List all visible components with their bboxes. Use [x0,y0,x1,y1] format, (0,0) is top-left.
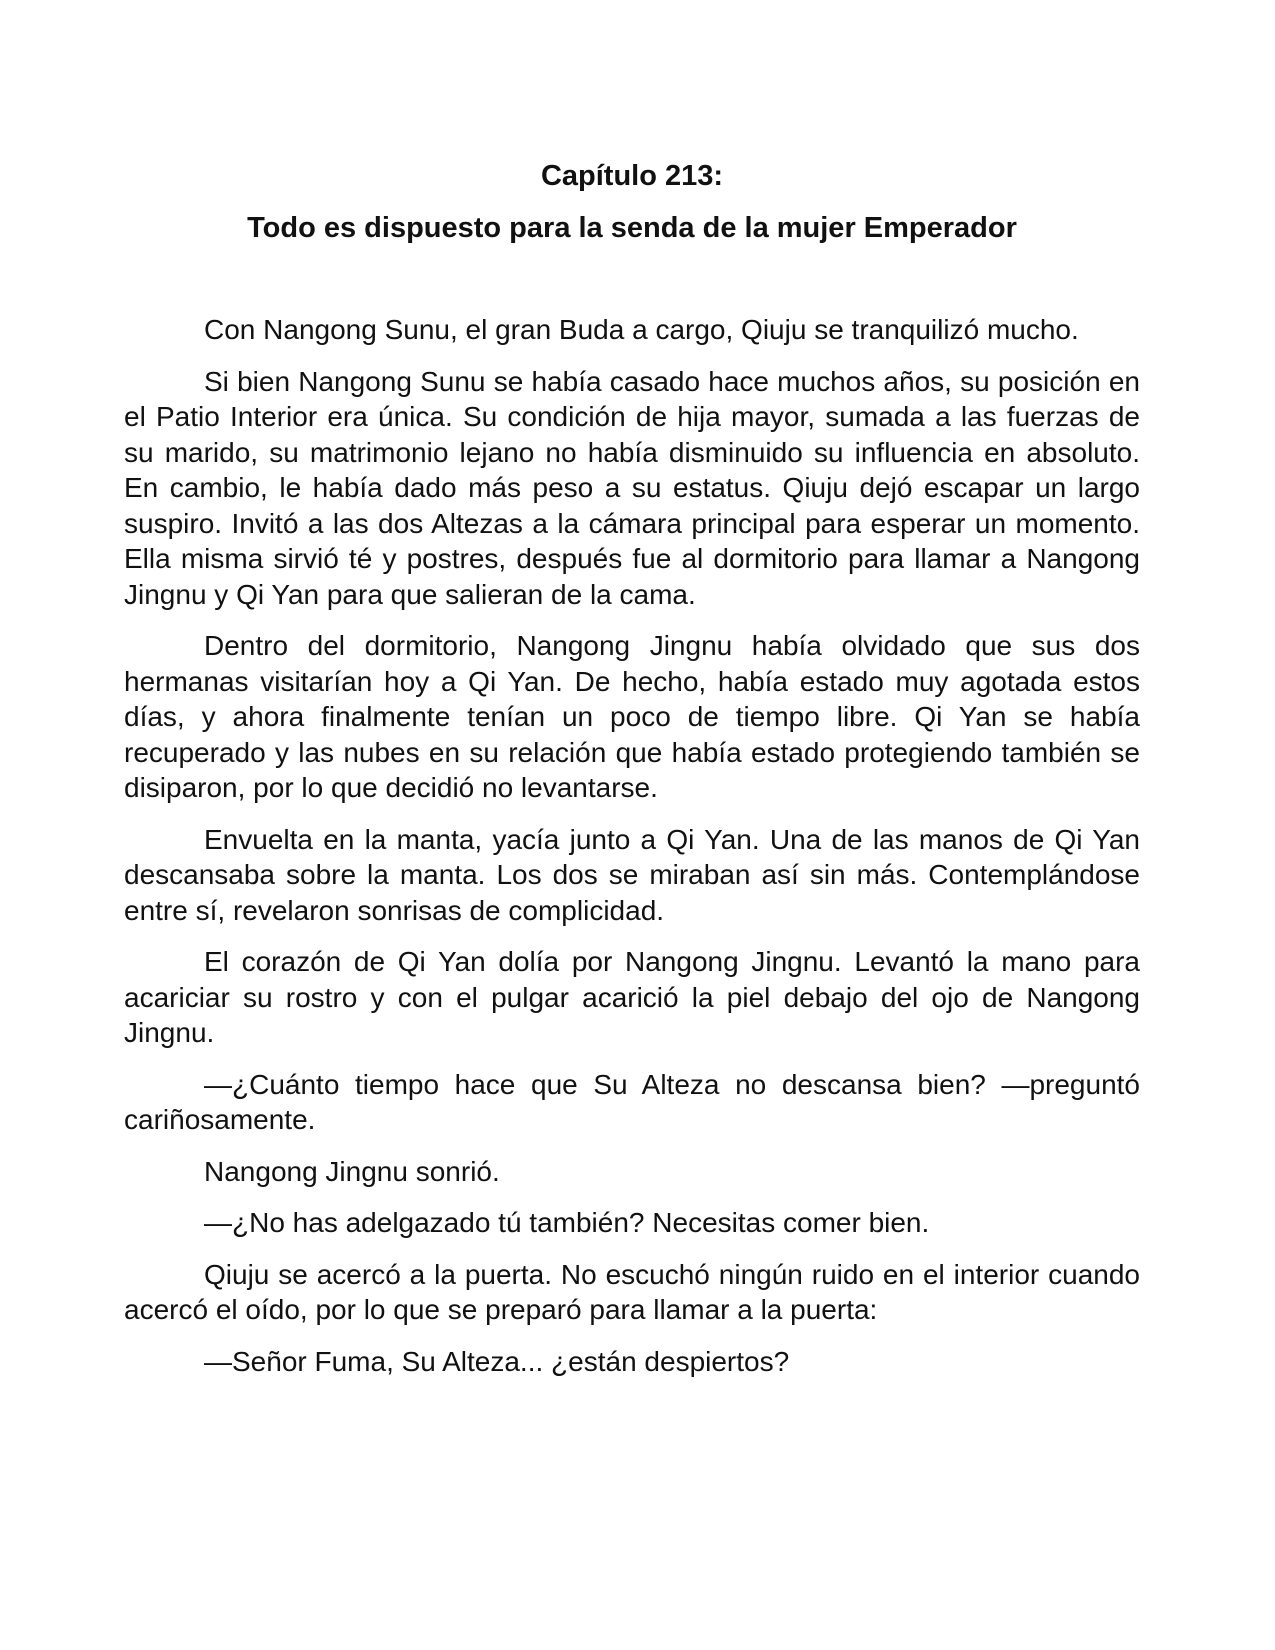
paragraph: Dentro del dormitorio, Nangong Jingnu había olvidado que sus dos hermanas visitarían hoy a Qi Yan. De hecho, había estado muy agotada estos días, y ahora finalmente tenían un poco de tiempo libre. Qi Yan se había recuperado y las nubes en su relación que había estado protegiendo también se disiparon, por lo que decidió no levantarse. [124,630,1140,803]
paragraph: Con Nangong Sunu, el gran Buda a cargo, Qiuju se tranquilizó mucho. [204,314,1079,345]
chapter-number: Capítulo 213: [540,160,724,192]
paragraph: Qiuju se acercó a la puerta. No escuchó ningún ruido en el interior cuando acercó el oído, por lo que se preparó para llamar a la puerta: [124,1258,1140,1325]
paragraph: —¿No has adelgazado tú también? Necesitas comer bien. [204,1207,930,1238]
chapter-body [124,312,1140,1379]
document-page [124,158,1140,1395]
paragraph: Si bien Nangong Sunu se había casado hace muchos años, su posición en el Patio Interior era única. Su condición de hija mayor, sumada a las fuerzas de su marido, su matrimonio lejano no había disminuido su influencia en absoluto. En cambio, le había dado más peso a su estatus. Qiuju dejó escapar un largo suspiro. Invitó a las dos Altezas a la cámara principal para esperar un momento. Ella misma sirvió té y postres, después fue al dormitorio para llamar a Nangong Jingnu y Qi Yan para que salieran de la cama. [124,365,1140,610]
paragraph: —Señor Fuma, Su Alteza... ¿están despiertos? [204,1345,790,1377]
paragraph: —¿Cuánto tiempo hace que Su Alteza no descansa bien? —preguntó cariñosamente. [124,1068,1140,1135]
paragraph: El corazón de Qi Yan dolía por Nangong Jingnu. Levantó la mano para acariciar su rostro y con el pulgar acarició la piel debajo del ojo de Nangong Jingnu. [124,946,1140,1048]
paragraph: Nangong Jingnu sonrió. [204,1155,500,1187]
paragraph: Envuelta en la manta, yacía junto a Qi Yan. Una de las manos de Qi Yan descansaba sobre la manta. Los dos se miraban así sin más. Contemplándose entre sí, revelaron sonrisas de complicidad. [124,823,1140,926]
chapter-title: Todo es dispuesto para la senda de la mujer Emperador [247,212,1017,244]
